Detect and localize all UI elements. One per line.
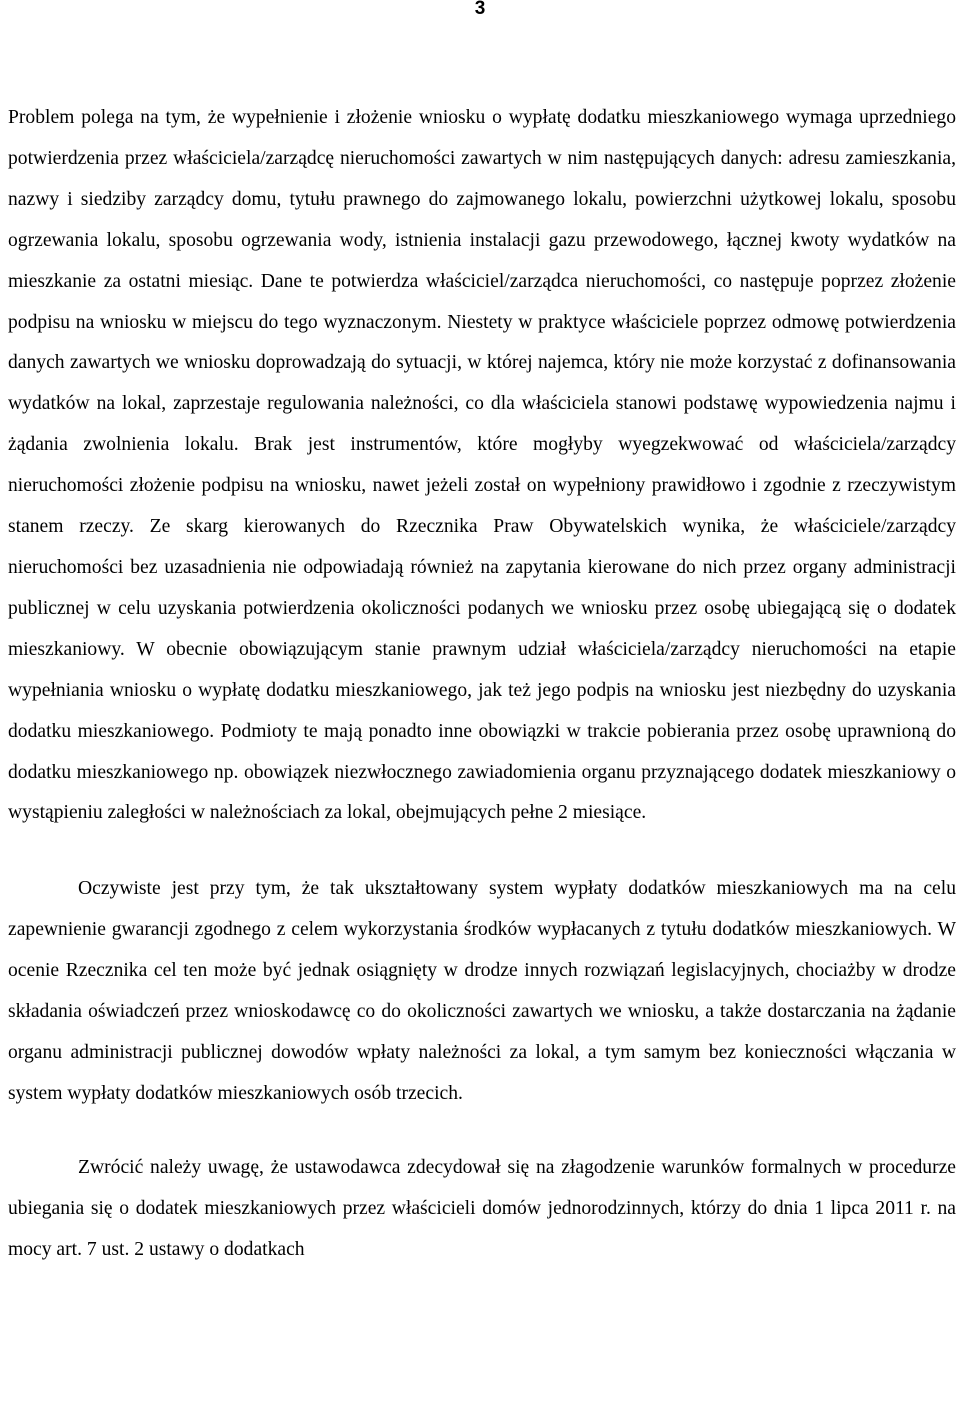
paragraph-single-family-homes: Zwrócić należy uwagę, że ustawodawca zdecydował się na złagodzenie warunków formalnych w procedurze ubiegania się o dodatek mieszkaniowych przez właścicieli domów jednorodzinnych, którzy do dnia 1 lipca 2011 r. na mocy art. 7 ust. 2 ustawy o dodatkach xyxy=(8,1156,956,1260)
paragraph-system-purpose: Oczywiste jest przy tym, że tak ukształtowany system wypłaty dodatków mieszkaniowych ma na celu zapewnienie gwarancji zgodnego z celem wykorzystania środków wypłacanych z tytułu dodatków mieszkaniowych. W ocenie Rzecznika cel ten może być jednak osiągnięty w drodze innych rozwiązań legislacyjnych, chociażby w drodze składania oświadczeń przez wnioskodawcę co do okoliczności zawartych we wniosku, a także dostarczania na żądanie organu administracji publicznej dowodów wpłaty należności za lokal, a tym samym bez konieczności włączania w system wypłaty dodatków mieszkaniowych osób trzecich. xyxy=(8,878,956,1104)
page-number: 3 xyxy=(474,0,486,19)
paragraph-housing-allowance-problem: Problem polega na tym, że wypełnienie i złożenie wniosku o wypłatę dodatku mieszkaniowego wymaga uprzedniego potwierdzenia przez właściciela/zarządcę nieruchomości zawartych w nim następujących danych: adresu zamieszkania, nazwy i siedziby zarządcy domu, tytułu prawnego do zajmowanego lokalu, powierzchni użytkowej lokalu, sposobu ogrzewania lokalu, sposobu ogrzewania wody, istnienia instalacji gazu przewodowego, łącznej kwoty wydatków na mieszkanie za ostatni miesiąc. Dane te potwierdza właściciel/zarządca nieruchomości, co następuje poprzez złożenie podpisu na wniosku w miejscu do tego wyznaczonym. Niestety w praktyce właściciele poprzez odmowę potwierdzenia danych zawartych we wniosku doprowadzają do sytuacji, w której najemca, który nie może korzystać z dofinansowania wydatków na lokal, zaprzestaje regulowania należności, co dla właściciela stanowi podstawę wypowiedzenia najmu i żądania zwolnienia lokalu. Brak jest instrumentów, które mogłyby wyegzekwować od właściciela/zarządcy nieruchomości złożenie podpisu na wniosku, nawet jeżeli został on wypełniony prawidłowo i zgodnie z rzeczywistym stanem rzeczy. Ze skarg kierowanych do Rzecznika Praw Obywatelskich wynika, że właściciele/zarządcy nieruchomości bez uzasadnienia nie odpowiadają również na zapytania kierowane do nich przez organy administracji publicznej w celu uzyskania potwierdzenia okoliczności podanych we wniosku przez osobę ubiegającą się o dodatek mieszkaniowy. W obecnie obowiązującym stanie prawnym udział właściciela/zarządcy nieruchomości na etapie wypełniania wniosku o wypłatę dodatku mieszkaniowego, jak też jego podpis na wniosku jest niezbędny do uzyskania dodatku mieszkaniowego. Podmioty te mają ponadto inne obowiązki w trakcie pobierania przez osobę uprawnioną do dodatku mieszkaniowego np. obowiązek niezwłocznego zawiadomienia organu przyznającego dodatek mieszkaniowy o wystąpieniu zaległości w należnościach za lokal, obejmujących pełne 2 miesiące. xyxy=(8,107,956,824)
document-body xyxy=(8,98,956,1270)
